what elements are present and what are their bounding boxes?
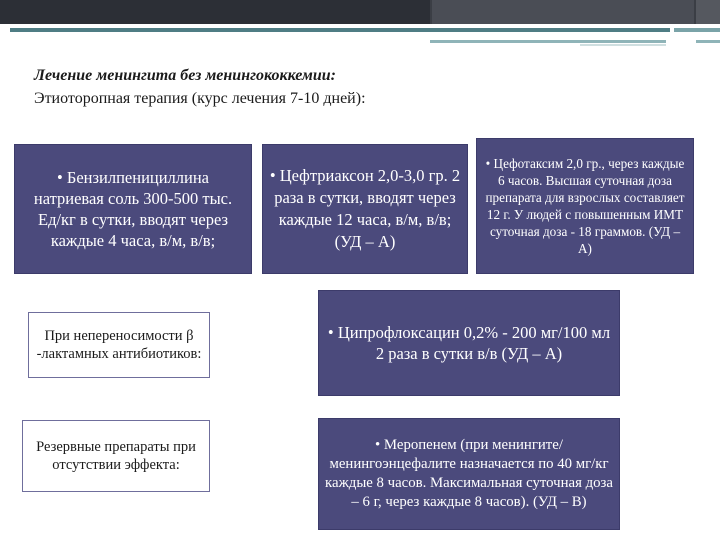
- benzylpenicillin-box: [14, 144, 252, 274]
- benzylpenicillin-text: • Бензилпенициллина натриевая соль 300-500 тыс. Ед/кг в сутки, вводят через каждые 4 часа, в/м, в/в;: [33, 168, 233, 250]
- header-bar: [0, 0, 720, 24]
- ciprofloxacin-box: [318, 290, 620, 396]
- accent-stripe: [696, 40, 720, 43]
- meropenem-text: • Меропенем (при менингите/менингоэнцефалите назначается по 40 мг/кг каждые 8 часов. Максимальная суточная доза – 6 г, через каждые 8 часов). (УД – В): [325, 437, 613, 510]
- ceftriaxone-text: • Цефтриаксон 2,0-3,0 гр. 2 раза в сутки, вводят через каждые 12 часа, в/м, в/в; (УД – А): [269, 166, 461, 251]
- slide-title: Лечение менингита без менингококкемии:: [34, 67, 337, 84]
- header-segment: [0, 0, 430, 24]
- cefotaxime-box: [476, 138, 694, 274]
- accent-stripe: [10, 28, 670, 32]
- beta-lactam-intolerance-box: [28, 312, 210, 378]
- slide-subtitle: Этиоторопная терапия (курс лечения 7-10 дней):: [34, 90, 366, 107]
- header-segment: [432, 0, 694, 24]
- accent-stripe: [674, 28, 720, 32]
- cefotaxime-text: • Цефотаксим 2,0 гр., через каждые 6 часов. Высшая суточная доза препарата для взрослых составляет 12 г. У людей с повышенным ИМТ суточная доза - 18 граммов. (УД – А): [485, 156, 685, 256]
- beta-lactam-intolerance-text: При непереносимости β -лактамных антибиотиков:: [36, 328, 202, 362]
- meropenem-box: [318, 418, 620, 530]
- header-segment: [696, 0, 720, 24]
- ciprofloxacin-text: • Ципрофлоксацин 0,2% - 200 мг/100 мл 2 раза в сутки в/в (УД – А): [327, 323, 611, 363]
- accent-stripe: [430, 40, 666, 43]
- reserve-drugs-box: [22, 420, 210, 492]
- ceftriaxone-box: [262, 144, 468, 274]
- reserve-drugs-text: Резервные препараты при отсутствии эффекта:: [36, 439, 196, 473]
- accent-stripe: [580, 44, 666, 46]
